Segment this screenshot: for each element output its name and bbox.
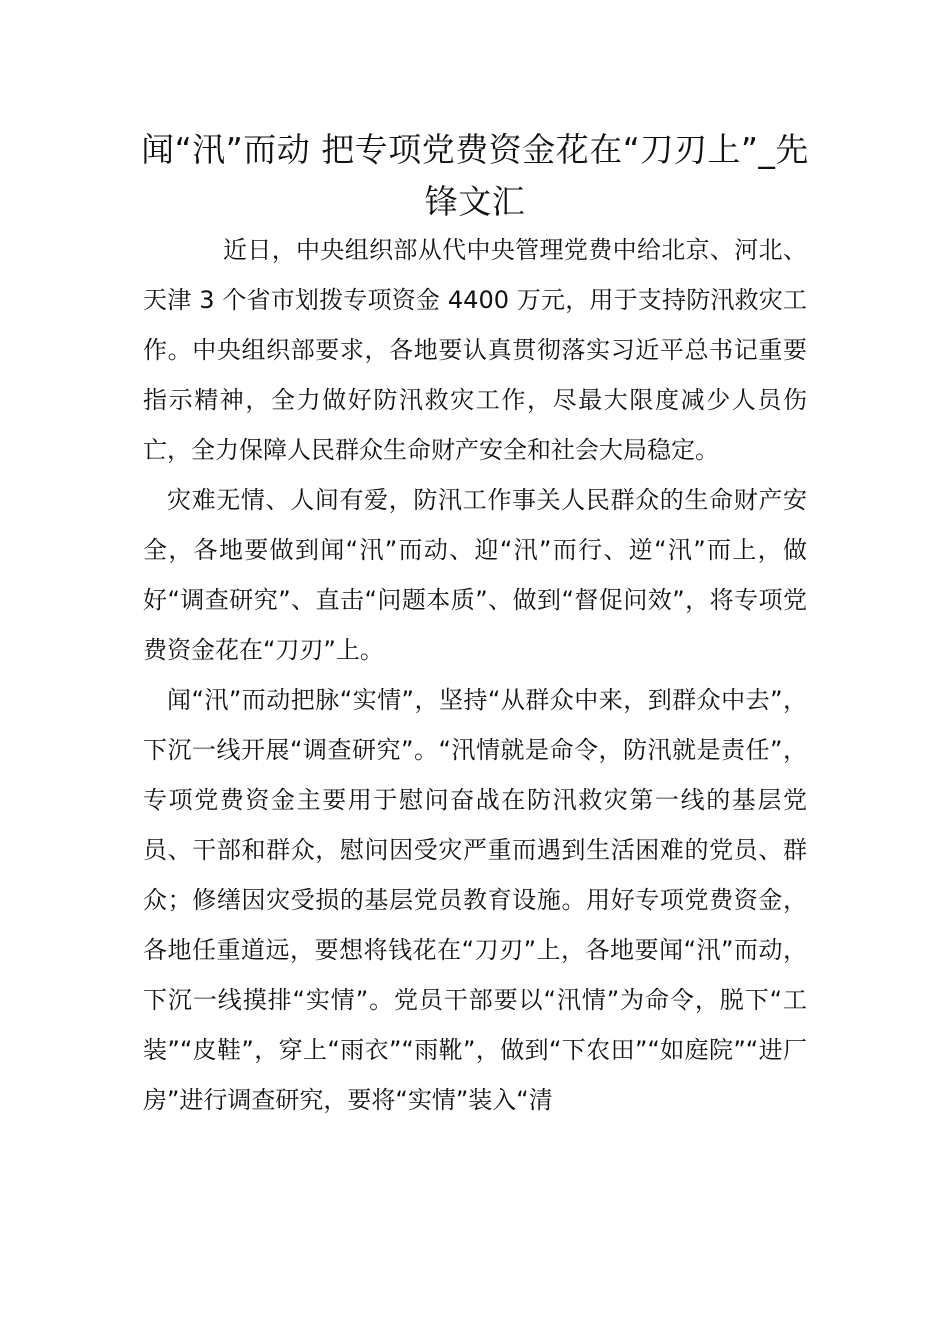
- document-body: [143, 225, 807, 1125]
- paragraph-1: 近日，中央组织部从代中央管理党费中给北京、河北、天津 3 个省市划拨专项资金 4400 万元，用于支持防汛救灾工作。中央组织部要求，各地要认真贯彻落实习近平总书记重要指示精神，全力做好防汛救灾工作，尽最大限度减少人员伤亡，全力保障人民群众生命财产安全和社会大局稳定。: [143, 236, 807, 464]
- paragraph-2: 灾难无情、人间有爱，防汛工作事关人民群众的生命财产安全，各地要做到闻“汛”而动、迎“汛”而行、逆“汛”而上，做好“调查研究”、直击“问题本质”、做到“督促问效”，将专项党费资金花在“刀刃”上。: [143, 486, 807, 664]
- paragraph-3: 闻“汛”而动把脉“实情”，坚持“从群众中来，到群众中去”，下沉一线开展“调查研究”。“汛情就是命令，防汛就是责任”，专项党费资金主要用于慰问奋战在防汛救灾第一线的基层党员、干部和群众，慰问因受灾严重而遇到生活困难的党员、群众；修缮因灾受损的基层党员教育设施。用好专项党费资金，各地任重道远，要想将钱花在“刀刃”上，各地要闻“汛”而动，下沉一线摸排“实情”。党员干部要以“汛情”为命令，脱下“工装”“皮鞋”，穿上“雨衣”“雨靴”，做到“下农田”“如庭院”“进厂房”进行调查研究，要将“实情”装入“清: [143, 686, 807, 1114]
- document-title: 闻“汛”而动 把专项党费资金花在“刀刃上”_先锋文汇: [141, 130, 809, 221]
